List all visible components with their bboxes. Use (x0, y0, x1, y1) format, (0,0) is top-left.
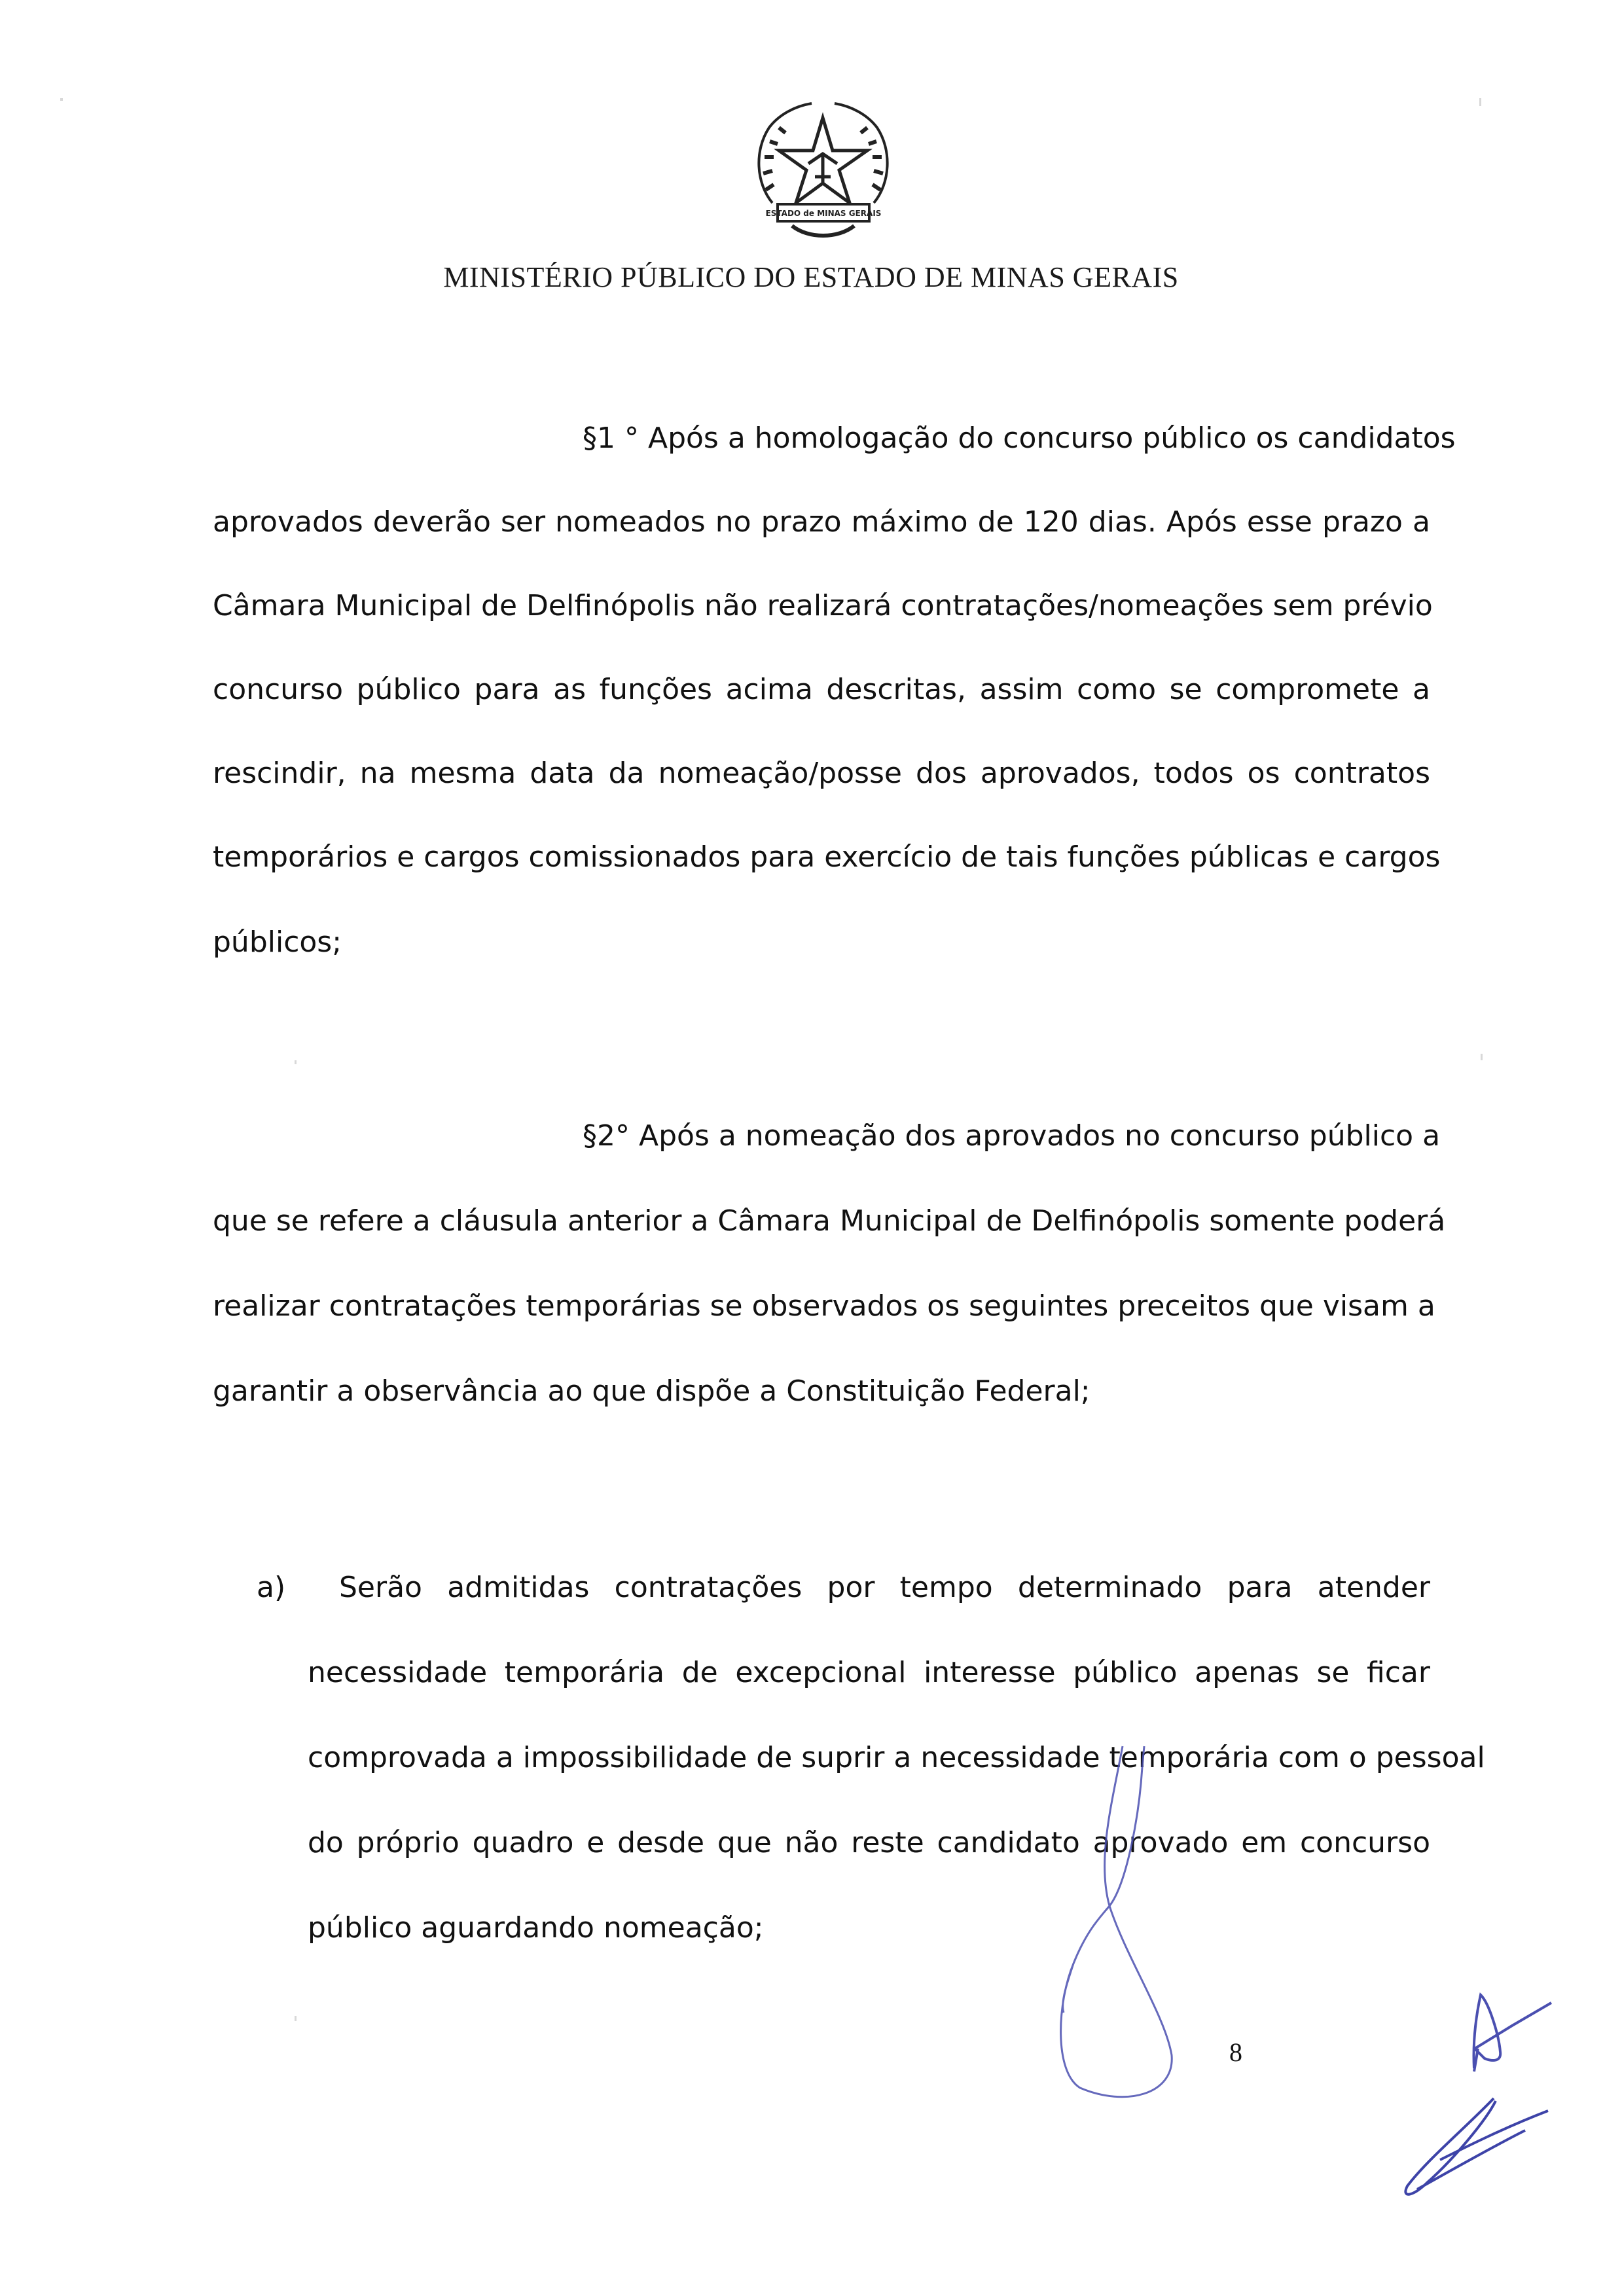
coat-of-arms-seal (746, 92, 900, 245)
paragraph-line: temporários e cargos comissionados para exercício de tais funções públicas e cargos (213, 840, 1441, 874)
seal-banner-text: ESTADO de MINAS GERAIS (765, 209, 882, 218)
paragraph-line: aprovados deverão ser nomeados no prazo máximo de 120 dias. Após esse prazo a (213, 505, 1430, 539)
institution-header: MINISTÉRIO PÚBLICO DO ESTADO DE MINAS GERAIS (443, 261, 1179, 293)
scan-speck (295, 2016, 297, 2021)
rubric-signature (1405, 2098, 1548, 2195)
page-number: 8 (1229, 2037, 1242, 2067)
loop-signature (1061, 1746, 1172, 2097)
scan-speck (1481, 1054, 1483, 1060)
paragraph-line: rescindir, na mesma data da nomeação/posse dos aprovados, todos os contratos (213, 757, 1430, 790)
scan-speck (1479, 98, 1481, 106)
paragraph-line: garantir a observância ao que dispõe a Constituição Federal; (213, 1374, 1090, 1408)
paragraph-line: concurso público para as funções acima descritas, assim como se compromete a (213, 673, 1430, 706)
list-item-line: do próprio quadro e desde que não reste candidato aprovado em concurso (308, 1826, 1430, 1859)
paragraph-line: §1 ° Após a homologação do concurso público os candidatos (583, 422, 1456, 455)
list-item-line: necessidade temporária de excepcional interesse público apenas se ficar (308, 1656, 1430, 1689)
initial-signature (1474, 1995, 1551, 2072)
paragraph-line: realizar contratações temporárias se observados os seguintes preceitos que visam a (213, 1289, 1435, 1323)
paragraph-line: Câmara Municipal de Delfinópolis não realizará contratações/nomeações sem prévio (213, 589, 1433, 622)
list-marker: a) (257, 1571, 286, 1604)
list-item-line: Serão admitidas contratações por tempo determinado para atender (339, 1571, 1430, 1604)
paragraph-line: que se refere a cláusula anterior a Câmara Municipal de Delfinópolis somente poderá (213, 1204, 1446, 1238)
paragraph-line: públicos; (213, 925, 342, 959)
scan-speck (60, 98, 63, 101)
scan-speck (295, 1060, 297, 1064)
list-item-line: comprovada a impossibilidade de suprir a necessidade temporária com o pessoal (308, 1741, 1485, 1774)
list-item-line: público aguardando nomeação; (308, 1911, 764, 1945)
paragraph-line: §2° Após a nomeação dos aprovados no concurso público a (583, 1119, 1441, 1153)
